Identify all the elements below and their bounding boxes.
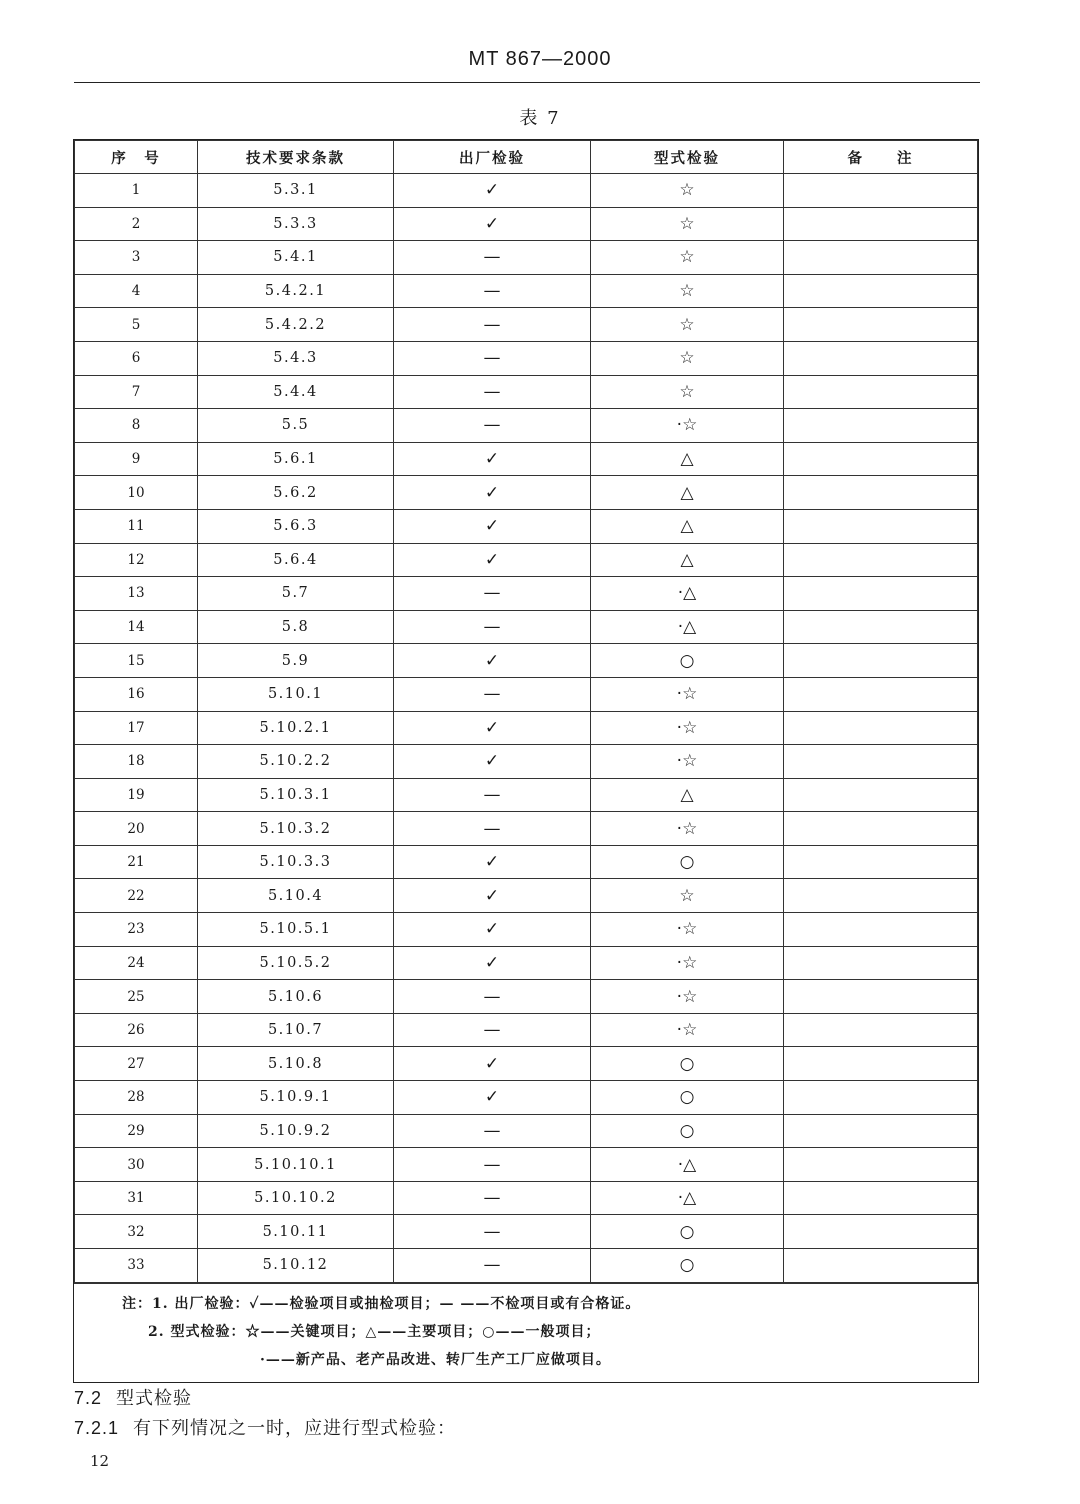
cell-serial-no: 29: [75, 1114, 198, 1148]
cell-clause: 5.5: [198, 409, 394, 443]
cell-remark: [784, 812, 978, 846]
cell-serial-no: 26: [75, 1013, 198, 1047]
cell-remark: [784, 778, 978, 812]
cell-remark: [784, 476, 978, 510]
table-row: [75, 1047, 978, 1081]
table-row: [75, 207, 978, 241]
cell-type-inspection: △: [591, 778, 784, 812]
table-row: [75, 274, 978, 308]
cell-clause: 5.6.3: [198, 509, 394, 543]
cell-serial-no: 25: [75, 980, 198, 1014]
cell-factory-inspection: ✓: [394, 644, 591, 678]
cell-serial-no: 24: [75, 946, 198, 980]
cell-factory-inspection: —: [394, 1181, 591, 1215]
cell-clause: 5.10.11: [198, 1215, 394, 1249]
cell-clause: 5.6.1: [198, 442, 394, 476]
cell-factory-inspection: —: [394, 577, 591, 611]
section-heading-7-2-1: [74, 1414, 456, 1440]
cell-serial-no: 20: [75, 812, 198, 846]
cell-clause: 5.9: [198, 644, 394, 678]
table-row: [75, 1013, 978, 1047]
table-row: [75, 1215, 978, 1249]
cell-remark: [784, 1215, 978, 1249]
cell-type-inspection: ☆: [591, 308, 784, 342]
cell-clause: 5.10.4: [198, 879, 394, 913]
table-row: [75, 241, 978, 275]
cell-type-inspection: ·△: [591, 577, 784, 611]
cell-type-inspection: ·☆: [591, 409, 784, 443]
cell-clause: 5.10.8: [198, 1047, 394, 1081]
cell-clause: 5.4.2.2: [198, 308, 394, 342]
cell-clause: 5.10.12: [198, 1249, 394, 1283]
cell-remark: [784, 745, 978, 779]
cell-clause: 5.6.4: [198, 543, 394, 577]
column-header-clause: 技术要求条款: [198, 141, 394, 174]
cell-type-inspection: ○: [591, 1114, 784, 1148]
table-row: [75, 174, 978, 208]
cell-serial-no: 13: [75, 577, 198, 611]
column-header-serial-no: 序 号: [75, 141, 198, 174]
cell-type-inspection: ☆: [591, 174, 784, 208]
cell-clause: 5.10.10.1: [198, 1148, 394, 1182]
section-number: 7.2: [74, 1388, 103, 1408]
cell-clause: 5.7: [198, 577, 394, 611]
cell-type-inspection: ☆: [591, 879, 784, 913]
cell-clause: 5.10.2.2: [198, 745, 394, 779]
cell-clause: 5.10.9.2: [198, 1114, 394, 1148]
cell-clause: 5.4.4: [198, 375, 394, 409]
table-row: [75, 845, 978, 879]
cell-serial-no: 22: [75, 879, 198, 913]
cell-serial-no: 31: [75, 1181, 198, 1215]
cell-factory-inspection: —: [394, 375, 591, 409]
table-row: [75, 577, 978, 611]
cell-factory-inspection: ✓: [394, 1047, 591, 1081]
table-row: [75, 375, 978, 409]
table-row: [75, 1181, 978, 1215]
cell-factory-inspection: —: [394, 1148, 591, 1182]
table-row: [75, 543, 978, 577]
note-dot-meaning: ·——新产品、老产品改进、转厂生产工厂应做项目。: [260, 1351, 611, 1368]
cell-clause: 5.6.2: [198, 476, 394, 510]
cell-factory-inspection: ✓: [394, 879, 591, 913]
inspection-table: [73, 139, 979, 1383]
cell-type-inspection: ·☆: [591, 946, 784, 980]
cell-type-inspection: ☆: [591, 207, 784, 241]
table-row: [75, 442, 978, 476]
cell-clause: 5.10.9.1: [198, 1081, 394, 1115]
table-row: [75, 677, 978, 711]
cell-clause: 5.10.2.1: [198, 711, 394, 745]
cell-remark: [784, 174, 978, 208]
cell-remark: [784, 207, 978, 241]
cell-type-inspection: ·△: [591, 1148, 784, 1182]
note-type-inspection: 2. 型式检验：☆——关键项目；△——主要项目；○——一般项目；: [148, 1323, 601, 1340]
cell-remark: [784, 308, 978, 342]
cell-factory-inspection: —: [394, 812, 591, 846]
cell-remark: [784, 677, 978, 711]
cell-remark: [784, 341, 978, 375]
cell-factory-inspection: —: [394, 274, 591, 308]
cell-serial-no: 18: [75, 745, 198, 779]
section-title: 型式检验: [116, 1388, 193, 1409]
cell-type-inspection: ·☆: [591, 711, 784, 745]
cell-clause: 5.4.1: [198, 241, 394, 275]
cell-type-inspection: ☆: [591, 375, 784, 409]
cell-type-inspection: ·☆: [591, 812, 784, 846]
cell-remark: [784, 946, 978, 980]
table-row: [75, 308, 978, 342]
table-row: [75, 1148, 978, 1182]
cell-clause: 5.10.1: [198, 677, 394, 711]
table-row: [75, 476, 978, 510]
cell-serial-no: 32: [75, 1215, 198, 1249]
column-header-type-inspection: 型式检验: [591, 141, 784, 174]
cell-factory-inspection: ✓: [394, 845, 591, 879]
table-row: [75, 1081, 978, 1115]
column-header-factory-inspection: 出厂检验: [394, 141, 591, 174]
cell-serial-no: 5: [75, 308, 198, 342]
cell-factory-inspection: ✓: [394, 476, 591, 510]
table-row: [75, 409, 978, 443]
table-row: [75, 913, 978, 947]
cell-factory-inspection: ✓: [394, 1081, 591, 1115]
table-row: [75, 644, 978, 678]
cell-factory-inspection: —: [394, 1013, 591, 1047]
cell-remark: [784, 644, 978, 678]
cell-type-inspection: ○: [591, 1081, 784, 1115]
column-header-remarks: 备 注: [784, 141, 978, 174]
cell-type-inspection: ○: [591, 845, 784, 879]
note-factory-inspection: 注：1. 出厂检验：✓——检验项目或抽检项目；— ——不检项目或有合格证。: [122, 1295, 641, 1312]
cell-factory-inspection: —: [394, 1114, 591, 1148]
header-divider: [74, 82, 980, 83]
cell-remark: [784, 409, 978, 443]
cell-remark: [784, 274, 978, 308]
cell-factory-inspection: —: [394, 1215, 591, 1249]
cell-factory-inspection: —: [394, 610, 591, 644]
cell-serial-no: 2: [75, 207, 198, 241]
cell-factory-inspection: ✓: [394, 913, 591, 947]
table-header-row: [75, 141, 978, 174]
cell-clause: 5.10.10.2: [198, 1181, 394, 1215]
cell-type-inspection: ☆: [591, 274, 784, 308]
cell-remark: [784, 879, 978, 913]
table-row: [75, 946, 978, 980]
cell-type-inspection: ○: [591, 1047, 784, 1081]
cell-clause: 5.3.1: [198, 174, 394, 208]
section-text: 有下列情况之一时，应进行型式检验：: [133, 1418, 457, 1439]
cell-clause: 5.10.3.3: [198, 845, 394, 879]
cell-serial-no: 27: [75, 1047, 198, 1081]
cell-type-inspection: △: [591, 442, 784, 476]
table-row: [75, 879, 978, 913]
cell-factory-inspection: —: [394, 308, 591, 342]
table-row: [75, 509, 978, 543]
cell-serial-no: 28: [75, 1081, 198, 1115]
cell-clause: 5.10.6: [198, 980, 394, 1014]
cell-clause: 5.10.5.2: [198, 946, 394, 980]
cell-factory-inspection: —: [394, 341, 591, 375]
cell-clause: 5.4.2.1: [198, 274, 394, 308]
cell-serial-no: 30: [75, 1148, 198, 1182]
cell-type-inspection: ☆: [591, 341, 784, 375]
cell-factory-inspection: —: [394, 241, 591, 275]
page-number: 12: [90, 1452, 110, 1470]
cell-factory-inspection: ✓: [394, 207, 591, 241]
table-row: [75, 341, 978, 375]
cell-clause: 5.10.3.2: [198, 812, 394, 846]
cell-factory-inspection: —: [394, 409, 591, 443]
cell-factory-inspection: ✓: [394, 946, 591, 980]
cell-clause: 5.4.3: [198, 341, 394, 375]
cell-factory-inspection: —: [394, 677, 591, 711]
cell-serial-no: 16: [75, 677, 198, 711]
cell-remark: [784, 610, 978, 644]
cell-remark: [784, 241, 978, 275]
cell-factory-inspection: —: [394, 1249, 591, 1283]
cell-serial-no: 6: [75, 341, 198, 375]
section-number: 7.2.1: [74, 1418, 120, 1438]
cell-remark: [784, 1148, 978, 1182]
cell-remark: [784, 509, 978, 543]
table-caption: 表 7: [519, 108, 561, 129]
cell-serial-no: 23: [75, 913, 198, 947]
cell-clause: 5.10.3.1: [198, 778, 394, 812]
cell-serial-no: 9: [75, 442, 198, 476]
cell-clause: 5.8: [198, 610, 394, 644]
cell-remark: [784, 1013, 978, 1047]
standard-code-header: MT 867—2000: [468, 48, 612, 70]
cell-factory-inspection: ✓: [394, 442, 591, 476]
cell-type-inspection: ○: [591, 644, 784, 678]
cell-type-inspection: ·☆: [591, 913, 784, 947]
cell-remark: [784, 442, 978, 476]
cell-factory-inspection: ✓: [394, 543, 591, 577]
cell-remark: [784, 845, 978, 879]
table-row: [75, 1114, 978, 1148]
cell-factory-inspection: —: [394, 778, 591, 812]
cell-type-inspection: △: [591, 509, 784, 543]
cell-remark: [784, 1047, 978, 1081]
cell-serial-no: 15: [75, 644, 198, 678]
cell-remark: [784, 1081, 978, 1115]
cell-serial-no: 1: [75, 174, 198, 208]
cell-type-inspection: ·△: [591, 610, 784, 644]
cell-factory-inspection: ✓: [394, 174, 591, 208]
cell-factory-inspection: —: [394, 980, 591, 1014]
cell-remark: [784, 375, 978, 409]
cell-type-inspection: ☆: [591, 241, 784, 275]
cell-type-inspection: ·☆: [591, 745, 784, 779]
cell-type-inspection: ○: [591, 1249, 784, 1283]
cell-serial-no: 4: [75, 274, 198, 308]
table-row: [75, 711, 978, 745]
cell-serial-no: 12: [75, 543, 198, 577]
table-row: [75, 980, 978, 1014]
cell-type-inspection: ·☆: [591, 980, 784, 1014]
cell-factory-inspection: ✓: [394, 509, 591, 543]
table-row: [75, 610, 978, 644]
cell-serial-no: 11: [75, 509, 198, 543]
table-row: [75, 812, 978, 846]
cell-clause: 5.10.7: [198, 1013, 394, 1047]
cell-remark: [784, 913, 978, 947]
cell-type-inspection: △: [591, 543, 784, 577]
table-row: [75, 1249, 978, 1283]
cell-type-inspection: ·△: [591, 1181, 784, 1215]
table-row: [75, 778, 978, 812]
cell-serial-no: 14: [75, 610, 198, 644]
cell-serial-no: 33: [75, 1249, 198, 1283]
cell-serial-no: 21: [75, 845, 198, 879]
cell-type-inspection: ○: [591, 1215, 784, 1249]
cell-remark: [784, 1249, 978, 1283]
table-notes: [74, 1283, 978, 1382]
cell-clause: 5.3.3: [198, 207, 394, 241]
cell-type-inspection: ·☆: [591, 677, 784, 711]
cell-type-inspection: ·☆: [591, 1013, 784, 1047]
cell-remark: [784, 1181, 978, 1215]
table-row: [75, 745, 978, 779]
cell-remark: [784, 543, 978, 577]
cell-serial-no: 8: [75, 409, 198, 443]
cell-factory-inspection: ✓: [394, 711, 591, 745]
cell-serial-no: 17: [75, 711, 198, 745]
cell-remark: [784, 577, 978, 611]
cell-type-inspection: △: [591, 476, 784, 510]
cell-remark: [784, 1114, 978, 1148]
section-heading-7-2: [74, 1384, 192, 1410]
cell-serial-no: 10: [75, 476, 198, 510]
cell-factory-inspection: ✓: [394, 745, 591, 779]
cell-remark: [784, 711, 978, 745]
cell-serial-no: 19: [75, 778, 198, 812]
cell-clause: 5.10.5.1: [198, 913, 394, 947]
cell-remark: [784, 980, 978, 1014]
cell-serial-no: 3: [75, 241, 198, 275]
cell-serial-no: 7: [75, 375, 198, 409]
